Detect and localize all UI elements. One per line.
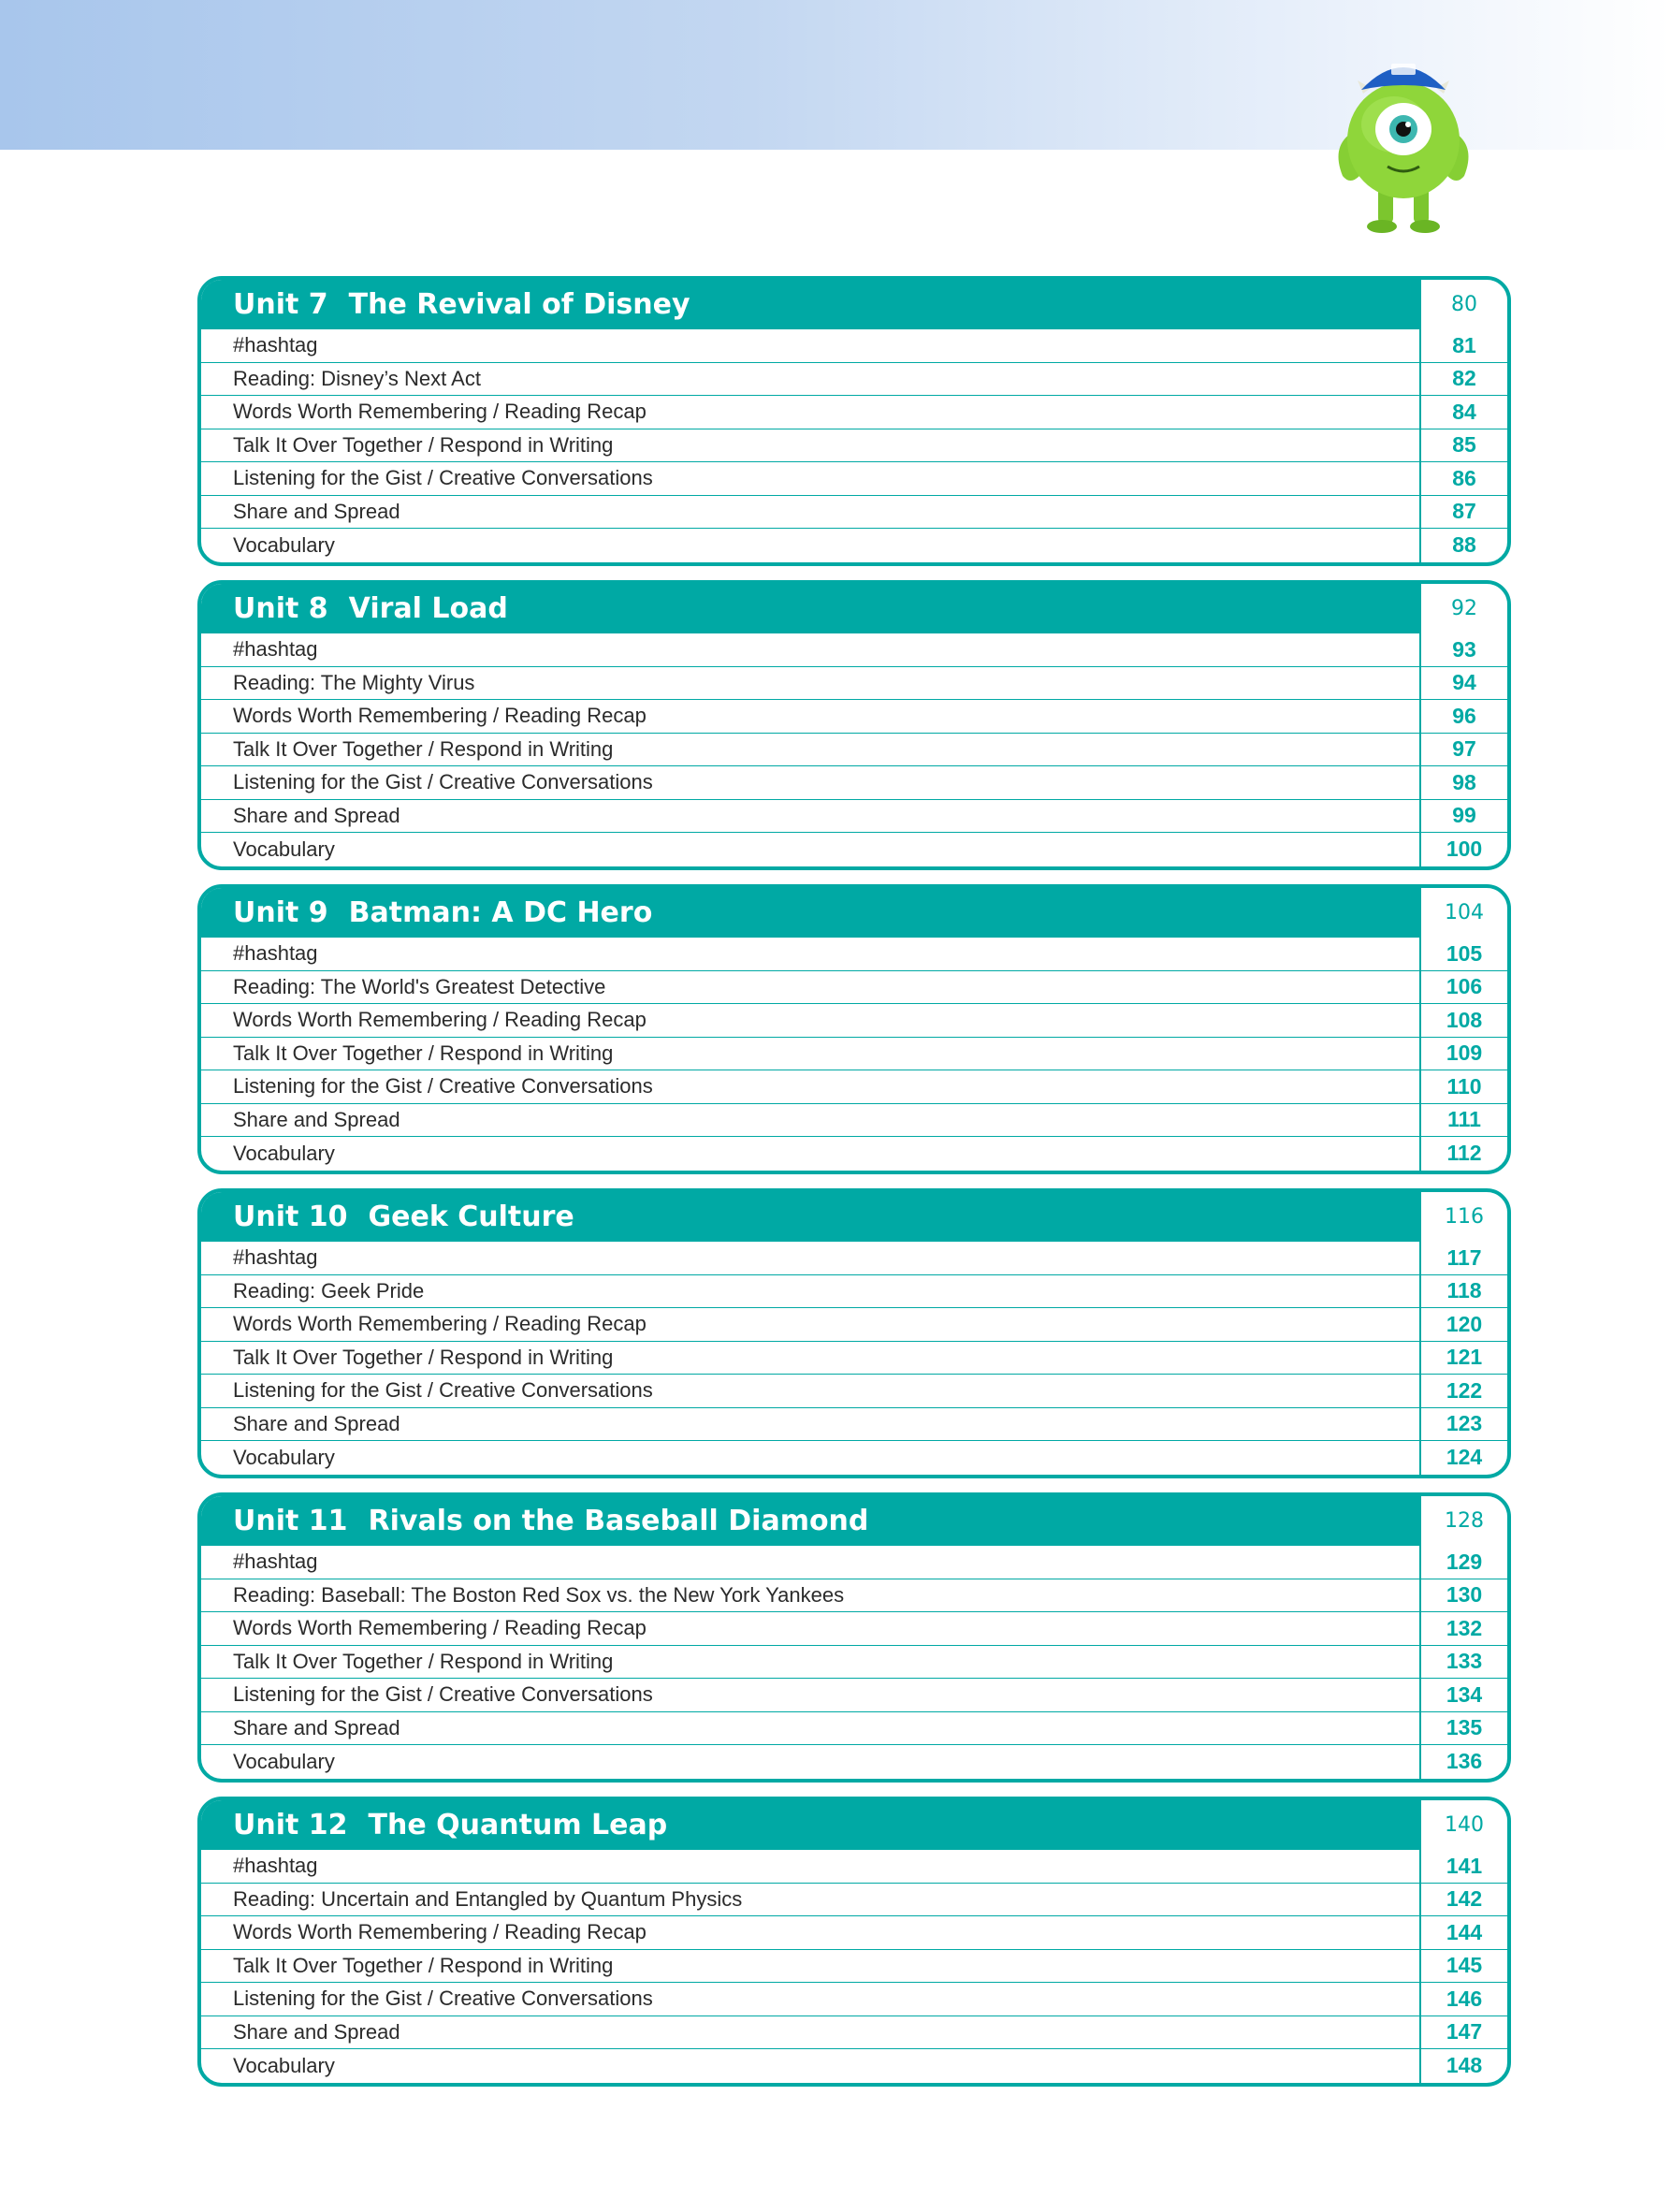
unit-header[interactable] [201, 888, 1507, 938]
unit-number: Unit 8 [233, 592, 328, 625]
toc-row-label: #hashtag [233, 1550, 318, 1574]
unit-number: Unit 9 [233, 896, 328, 929]
toc-row[interactable] [201, 1137, 1507, 1171]
toc-row-label: #hashtag [233, 333, 318, 357]
toc-row-label: Vocabulary [233, 1445, 335, 1469]
toc-row[interactable] [201, 1983, 1507, 2016]
toc-row[interactable] [201, 971, 1507, 1005]
toc-row[interactable] [201, 1850, 1507, 1884]
toc-row-page: 146 [1419, 1983, 1507, 2016]
unit-name: The Quantum Leap [368, 1809, 668, 1841]
toc-row-page: 100 [1419, 833, 1507, 866]
unit-header[interactable] [201, 584, 1507, 633]
toc-row-label: Share and Spread [233, 803, 400, 827]
toc-row[interactable] [201, 529, 1507, 562]
toc-row[interactable] [201, 833, 1507, 866]
toc-row-label: Talk It Over Together / Respond in Writing [233, 1041, 614, 1065]
toc-row-page: 88 [1419, 529, 1507, 562]
toc-row-label: Words Worth Remembering / Reading Recap [233, 1920, 647, 1944]
toc-row-label: Words Worth Remembering / Reading Recap [233, 400, 647, 424]
unit-title [201, 592, 1419, 625]
toc-row-label: Talk It Over Together / Respond in Writing [233, 1953, 614, 1977]
toc-row-label: Talk It Over Together / Respond in Writing [233, 1649, 614, 1673]
toc-row-page: 105 [1419, 938, 1507, 970]
toc-row-page: 86 [1419, 462, 1507, 495]
toc-row-page: 118 [1419, 1275, 1507, 1308]
unit-page-number: 140 [1419, 1800, 1507, 1850]
unit-block [197, 884, 1511, 1174]
unit-name: Geek Culture [368, 1201, 574, 1233]
toc-row[interactable] [201, 462, 1507, 496]
toc-row-page: 144 [1419, 1916, 1507, 1949]
toc-row-label: Share and Spread [233, 1715, 400, 1739]
toc-row[interactable] [201, 800, 1507, 834]
toc-row[interactable] [201, 429, 1507, 463]
toc-row-label: Listening for the Gist / Creative Conversations [233, 1074, 653, 1099]
toc-row-label: Listening for the Gist / Creative Conversations [233, 466, 653, 490]
toc-row[interactable] [201, 1408, 1507, 1442]
toc-row[interactable] [201, 633, 1507, 667]
toc-row[interactable] [201, 667, 1507, 701]
toc-row[interactable] [201, 766, 1507, 800]
toc-row-page: 135 [1419, 1712, 1507, 1745]
toc-row-page: 145 [1419, 1950, 1507, 1983]
toc-row[interactable] [201, 938, 1507, 971]
toc-row[interactable] [201, 2016, 1507, 2050]
toc-row-page: 99 [1419, 800, 1507, 833]
unit-block [197, 1188, 1511, 1478]
toc-row[interactable] [201, 363, 1507, 397]
unit-number: Unit 7 [233, 288, 328, 321]
toc-row-page: 93 [1419, 633, 1507, 666]
toc-row-label: Vocabulary [233, 532, 335, 557]
toc-row-label: Reading: The World's Greatest Detective [233, 974, 606, 998]
toc-row[interactable] [201, 1646, 1507, 1680]
toc-row-label: Reading: Disney’s Next Act [233, 366, 481, 390]
unit-header[interactable] [201, 1496, 1507, 1546]
toc-row[interactable] [201, 1579, 1507, 1613]
toc-row-page: 110 [1419, 1070, 1507, 1103]
toc-row[interactable] [201, 1546, 1507, 1579]
unit-title [201, 288, 1419, 321]
toc-row-label: Talk It Over Together / Respond in Writing [233, 432, 614, 457]
toc-row-page: 132 [1419, 1612, 1507, 1645]
toc-row-page: 123 [1419, 1408, 1507, 1441]
toc-row-label: Vocabulary [233, 2053, 335, 2077]
unit-block [197, 1797, 1511, 2087]
toc-row-label: Reading: The Mighty Virus [233, 670, 475, 694]
toc-row-page: 108 [1419, 1004, 1507, 1037]
toc-row-label: #hashtag [233, 637, 318, 662]
toc-row-page: 85 [1419, 429, 1507, 462]
toc-row[interactable] [201, 496, 1507, 530]
toc-row[interactable] [201, 1679, 1507, 1712]
toc-row-page: 124 [1419, 1441, 1507, 1475]
toc-row-label: Talk It Over Together / Respond in Writing [233, 736, 614, 761]
unit-title [201, 1809, 1419, 1841]
toc-row-label: #hashtag [233, 1245, 318, 1270]
toc-row-page: 82 [1419, 363, 1507, 396]
toc-row-label: Listening for the Gist / Creative Conversations [233, 770, 653, 794]
toc-row-page: 112 [1419, 1137, 1507, 1171]
unit-number: Unit 10 [233, 1201, 348, 1233]
unit-page-number: 116 [1419, 1192, 1507, 1242]
unit-page-number: 80 [1419, 280, 1507, 329]
toc-row-label: Share and Spread [233, 1411, 400, 1435]
toc-row-label: Listening for the Gist / Creative Conversations [233, 1682, 653, 1707]
toc-row-label: Share and Spread [233, 2019, 400, 2044]
toc-row-label: Talk It Over Together / Respond in Writing [233, 1345, 614, 1369]
toc-row[interactable] [201, 1612, 1507, 1646]
toc-row[interactable] [201, 1308, 1507, 1342]
toc-row-page: 94 [1419, 667, 1507, 700]
toc-row[interactable] [201, 1038, 1507, 1071]
toc-row-label: Vocabulary [233, 1749, 335, 1773]
unit-header[interactable] [201, 1192, 1507, 1242]
toc-row-page: 142 [1419, 1884, 1507, 1916]
toc-row-label: Reading: Baseball: The Boston Red Sox vs. the New York Yankees [233, 1582, 845, 1607]
toc-row-label: Vocabulary [233, 1141, 335, 1165]
table-of-contents [197, 276, 1511, 2101]
unit-number: Unit 12 [233, 1809, 348, 1841]
toc-row[interactable] [201, 734, 1507, 767]
toc-row-label: #hashtag [233, 1854, 318, 1878]
one-eyed-green-monster-icon [1315, 36, 1492, 241]
unit-block [197, 580, 1511, 870]
toc-row[interactable] [201, 1104, 1507, 1138]
toc-row-page: 109 [1419, 1038, 1507, 1070]
toc-row-page: 98 [1419, 766, 1507, 799]
toc-row[interactable] [201, 2049, 1507, 2083]
toc-row[interactable] [201, 1441, 1507, 1475]
toc-row-page: 87 [1419, 496, 1507, 529]
unit-title [201, 896, 1419, 929]
toc-row[interactable] [201, 1745, 1507, 1779]
unit-page-number: 92 [1419, 584, 1507, 633]
toc-row-page: 133 [1419, 1646, 1507, 1679]
toc-row-label: Listening for the Gist / Creative Conversations [233, 1378, 653, 1403]
toc-row-page: 121 [1419, 1342, 1507, 1375]
unit-page-number: 104 [1419, 888, 1507, 938]
toc-row[interactable] [201, 1242, 1507, 1275]
unit-page-number: 128 [1419, 1496, 1507, 1546]
toc-row-page: 141 [1419, 1850, 1507, 1883]
toc-row-page: 129 [1419, 1546, 1507, 1579]
unit-block [197, 276, 1511, 566]
toc-row-label: #hashtag [233, 941, 318, 966]
toc-row[interactable] [201, 1712, 1507, 1746]
toc-row-label: Vocabulary [233, 837, 335, 861]
toc-row-page: 147 [1419, 2016, 1507, 2049]
unit-number: Unit 11 [233, 1505, 348, 1537]
toc-row-label: Reading: Geek Pride [233, 1278, 425, 1302]
toc-row-page: 106 [1419, 971, 1507, 1004]
toc-row-page: 84 [1419, 396, 1507, 429]
toc-row[interactable] [201, 1275, 1507, 1309]
toc-row[interactable] [201, 1375, 1507, 1408]
toc-row-label: Reading: Uncertain and Entangled by Quantum Physics [233, 1886, 743, 1911]
toc-row[interactable] [201, 329, 1507, 363]
toc-row-page: 96 [1419, 700, 1507, 733]
unit-title [201, 1505, 1419, 1537]
toc-row[interactable] [201, 1950, 1507, 1984]
unit-header[interactable] [201, 1800, 1507, 1850]
toc-row[interactable] [201, 1342, 1507, 1375]
unit-name: Rivals on the Baseball Diamond [368, 1505, 869, 1537]
toc-row-label: Words Worth Remembering / Reading Recap [233, 704, 647, 728]
toc-row-label: Words Worth Remembering / Reading Recap [233, 1008, 647, 1032]
toc-row-page: 130 [1419, 1579, 1507, 1612]
unit-block [197, 1492, 1511, 1783]
unit-name: The Revival of Disney [348, 288, 690, 321]
toc-row-page: 111 [1419, 1104, 1507, 1137]
unit-header[interactable] [201, 280, 1507, 329]
toc-row[interactable] [201, 700, 1507, 734]
toc-row-page: 117 [1419, 1242, 1507, 1274]
toc-row[interactable] [201, 1004, 1507, 1038]
toc-row-page: 148 [1419, 2049, 1507, 2083]
unit-name: Viral Load [348, 592, 508, 625]
toc-row-label: Listening for the Gist / Creative Conversations [233, 1986, 653, 2011]
toc-row-page: 134 [1419, 1679, 1507, 1711]
toc-row[interactable] [201, 396, 1507, 429]
toc-row-page: 136 [1419, 1745, 1507, 1779]
unit-title [201, 1201, 1419, 1233]
toc-row-page: 97 [1419, 734, 1507, 766]
toc-row-label: Share and Spread [233, 499, 400, 523]
toc-row[interactable] [201, 1070, 1507, 1104]
toc-row[interactable] [201, 1884, 1507, 1917]
toc-row[interactable] [201, 1916, 1507, 1950]
toc-row-page: 120 [1419, 1308, 1507, 1341]
toc-row-label: Share and Spread [233, 1107, 400, 1131]
toc-row-page: 122 [1419, 1375, 1507, 1407]
toc-row-label: Words Worth Remembering / Reading Recap [233, 1312, 647, 1336]
unit-name: Batman: A DC Hero [348, 896, 653, 929]
toc-row-page: 81 [1419, 329, 1507, 362]
toc-row-label: Words Worth Remembering / Reading Recap [233, 1616, 647, 1640]
